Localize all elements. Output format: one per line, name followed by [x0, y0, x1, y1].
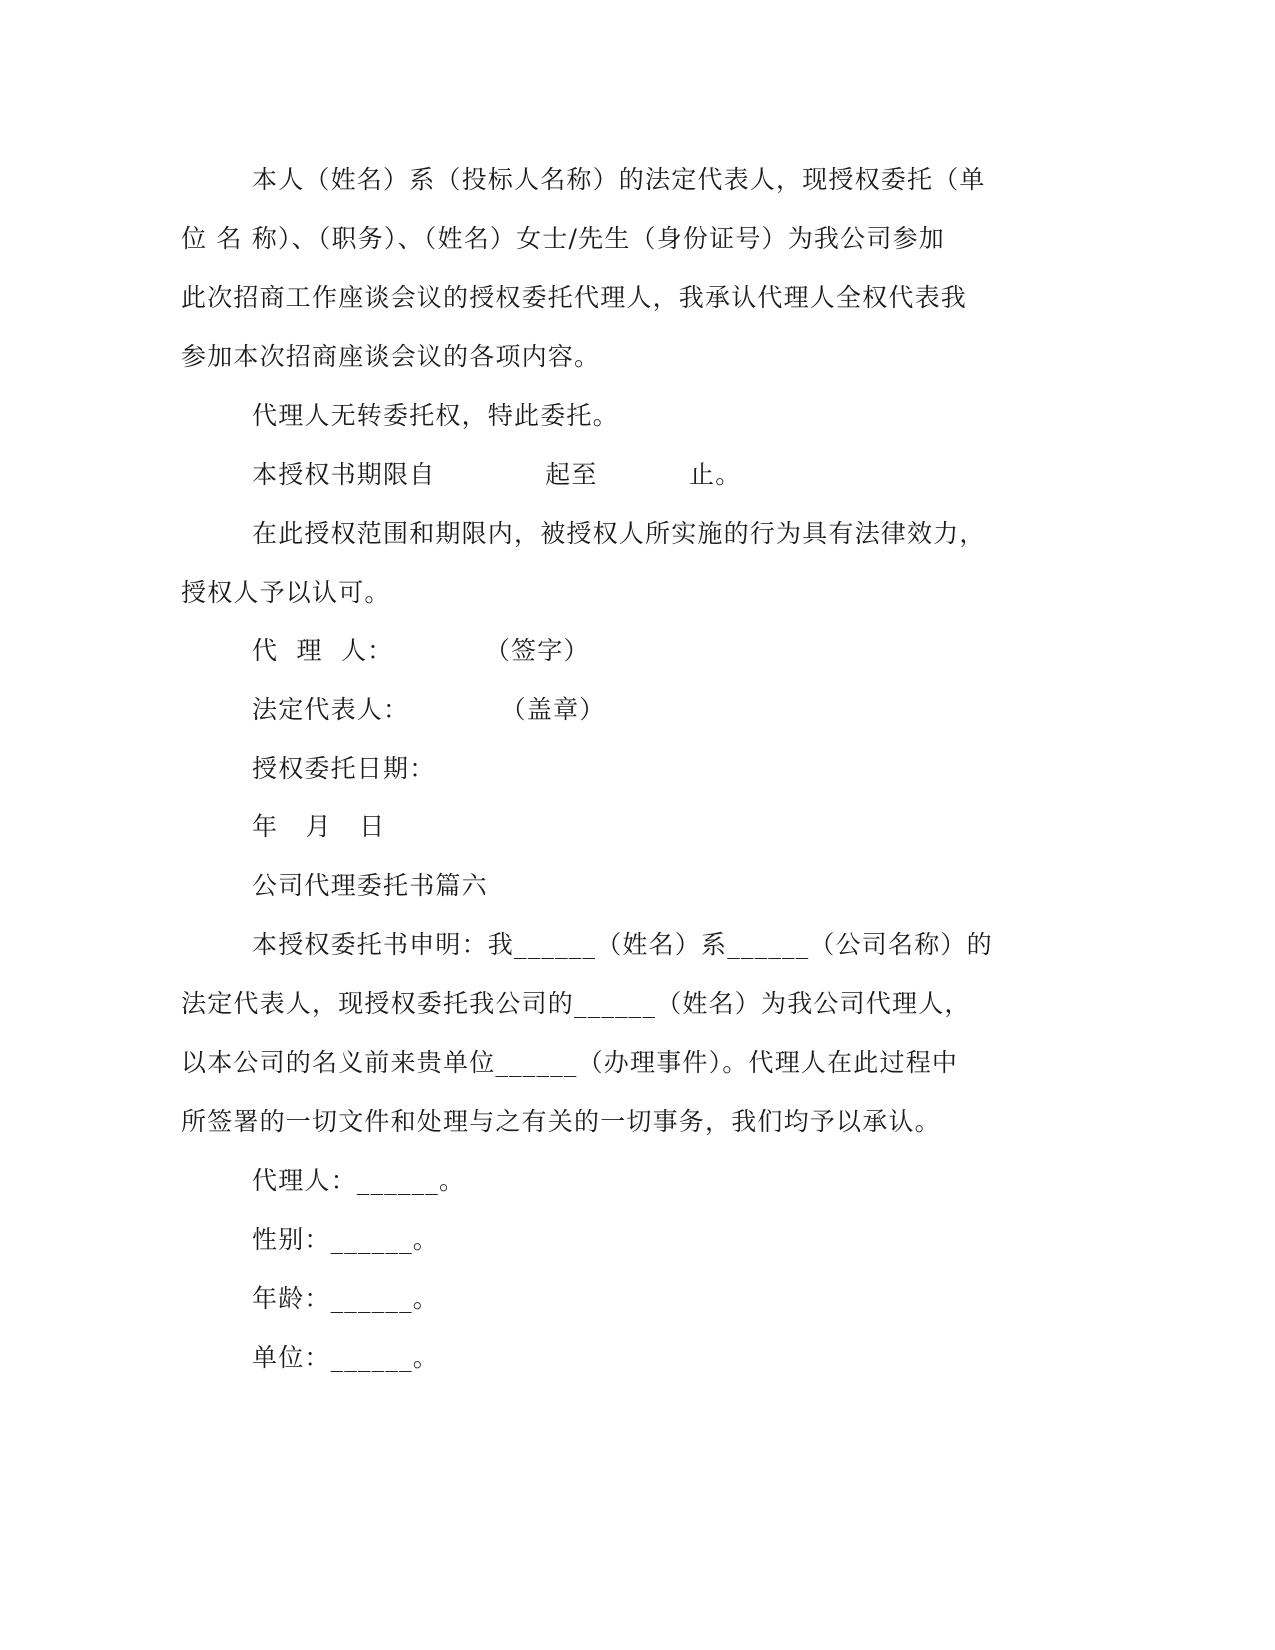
age-field: 年龄：______。	[252, 1284, 440, 1313]
term-line: 本授权书期限自 起至 止。	[252, 460, 742, 489]
legal-rep-seal-line: 法定代表人： （盖章）	[252, 695, 606, 724]
date-line: 年 月 日	[252, 812, 386, 841]
paragraph-line: 在此授权范围和期限内，被授权人所实施的行为具有法律效力，	[252, 519, 986, 548]
paragraph-line: 参加本次招商座谈会议的各项内容。	[181, 342, 601, 371]
paragraph-line: 本授权委托书申明：我______（姓名）系______（公司名称）的	[252, 930, 993, 959]
paragraph-line: 代理人无转委托权，特此委托。	[252, 401, 619, 430]
paragraph-line: 授权人予以认可。	[181, 578, 391, 607]
paragraph-line: 本人（姓名）系（投标人名称）的法定代表人，现授权委托（单	[252, 165, 986, 194]
section-heading: 公司代理委托书篇六	[252, 871, 488, 900]
authorization-date-label: 授权委托日期：	[252, 754, 436, 783]
agent-field: 代理人：______。	[252, 1166, 466, 1195]
paragraph-line: 所签署的一切文件和处理与之有关的一切事务，我们均予以承认。	[181, 1107, 941, 1136]
unit-field: 单位：______。	[252, 1343, 440, 1372]
paragraph-line: 位 名 称）、（职务）、（姓名）女士/先生（身份证号）为我公司参加	[181, 224, 945, 253]
paragraph-line: 以本公司的名义前来贵单位______（办理事件）。代理人在此过程中	[181, 1048, 959, 1077]
paragraph-line: 法定代表人，现授权委托我公司的______（姓名）为我公司代理人，	[181, 989, 971, 1018]
agent-signature-line: 代 理 人： （签字）	[252, 636, 590, 665]
gender-field: 性别：______。	[252, 1225, 440, 1254]
paragraph-line: 此次招商工作座谈会议的授权委托代理人，我承认代理人全权代表我	[181, 283, 968, 312]
